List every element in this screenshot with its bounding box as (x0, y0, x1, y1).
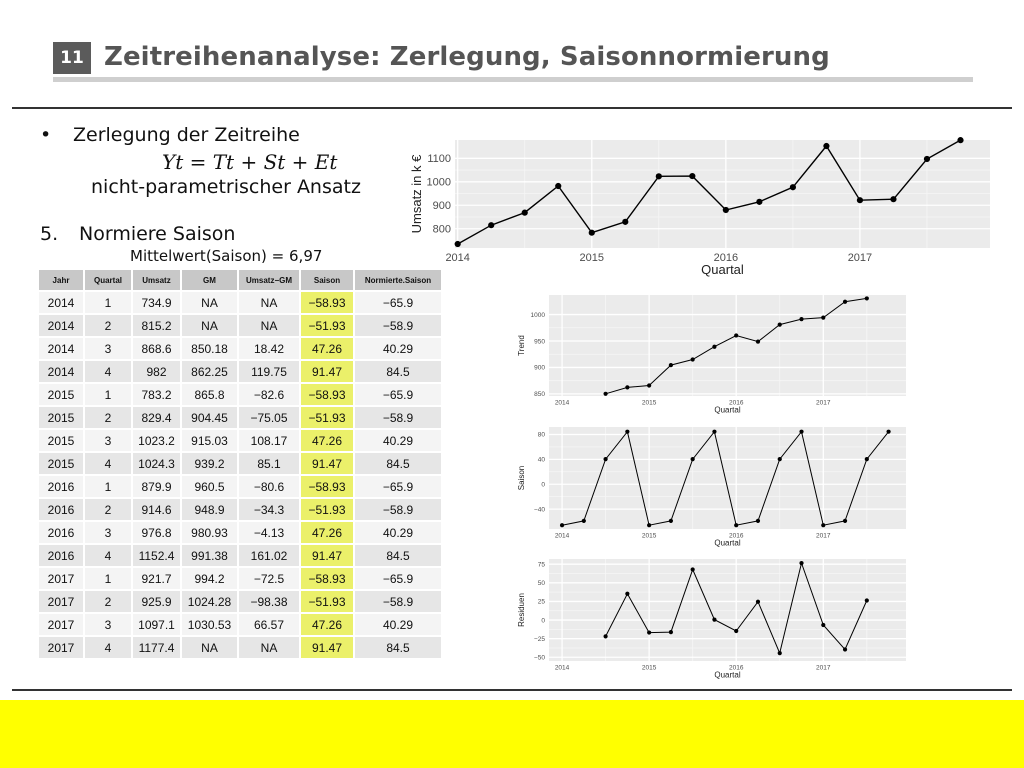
x-tick-label: 2015 (641, 664, 657, 672)
y-tick-label: 40 (537, 456, 545, 464)
slide-number: 11 (53, 42, 91, 74)
chart-residuen (512, 557, 912, 685)
table-cell: 879.9 (132, 475, 181, 498)
table-row (38, 314, 442, 337)
data-point (589, 230, 595, 236)
table-row (38, 636, 442, 659)
table-row (38, 337, 442, 360)
data-point (823, 143, 829, 149)
y-tick-label: 0 (541, 617, 545, 625)
table-cell: 161.02 (238, 544, 300, 567)
table-header-cell: Quartal (84, 269, 132, 291)
data-point (603, 457, 607, 461)
data-point (821, 623, 825, 627)
x-tick-label: 2014 (445, 252, 470, 264)
table-cell: 1024.28 (181, 590, 238, 613)
table-cell: 40.29 (354, 337, 442, 360)
data-point (734, 629, 738, 633)
table-cell: −58.9 (354, 314, 442, 337)
saison-cell: 47.26 (300, 613, 354, 636)
x-tick-label: 2015 (579, 252, 605, 264)
table-cell: 2014 (38, 337, 84, 360)
table-cell: 1177.4 (132, 636, 181, 659)
data-point (647, 630, 651, 634)
saison-cell: −58.93 (300, 567, 354, 590)
y-tick-label: 75 (537, 561, 545, 569)
bottom-divider (12, 689, 1012, 691)
table-header-row (38, 269, 442, 291)
data-point (455, 241, 461, 247)
data-point (712, 345, 716, 349)
y-tick-label: −50 (533, 654, 545, 662)
footer-band (0, 700, 1024, 768)
table-cell: 960.5 (181, 475, 238, 498)
table-cell: 1 (84, 291, 132, 314)
table-cell: −58.9 (354, 406, 442, 429)
data-point (778, 323, 782, 327)
table-cell: 1023.2 (132, 429, 181, 452)
y-tick-label: 50 (537, 580, 545, 588)
table-cell: NA (181, 291, 238, 314)
table-cell: 980.93 (181, 521, 238, 544)
table-cell: 40.29 (354, 613, 442, 636)
y-axis-title: Trend (517, 335, 526, 356)
table-cell: NA (181, 314, 238, 337)
x-tick-label: 2016 (728, 664, 744, 672)
saison-cell: 47.26 (300, 337, 354, 360)
table-cell: 1152.4 (132, 544, 181, 567)
x-axis-title: Quartal (714, 538, 741, 548)
table-cell: 915.03 (181, 429, 238, 452)
table-body (38, 291, 442, 659)
plot-panel (549, 559, 906, 661)
data-point (799, 317, 803, 321)
y-axis-title: Saison (517, 465, 526, 491)
table-cell: −65.9 (354, 291, 442, 314)
x-tick-label: 2016 (713, 252, 739, 264)
table-header-cell: Umsatz (132, 269, 181, 291)
data-point (555, 183, 561, 189)
table-header-cell: Jahr (38, 269, 84, 291)
table-cell: 921.7 (132, 567, 181, 590)
y-tick-label: 900 (432, 200, 451, 213)
table-cell: 2017 (38, 613, 84, 636)
data-point (691, 457, 695, 461)
top-divider (12, 107, 1012, 109)
data-point (734, 333, 738, 337)
table-cell: 734.9 (132, 291, 181, 314)
chart-saison (512, 425, 912, 553)
data-point (603, 634, 607, 638)
table-cell: 3 (84, 429, 132, 452)
data-point (756, 519, 760, 523)
table-cell: 3 (84, 337, 132, 360)
x-tick-label: 2015 (641, 532, 657, 540)
table-cell: 40.29 (354, 521, 442, 544)
data-point (689, 173, 695, 179)
slide-title: Zeitreihenanalyse: Zerlegung, Saisonnormierung (104, 42, 830, 72)
plot-panel (455, 140, 990, 248)
data-point (778, 651, 782, 655)
table-row (38, 590, 442, 613)
y-tick-label: 850 (534, 391, 545, 399)
table-cell: 829.4 (132, 406, 181, 429)
table-row (38, 613, 442, 636)
data-point (843, 647, 847, 651)
data-point (790, 184, 796, 190)
table-cell: 4 (84, 636, 132, 659)
y-tick-label: −40 (533, 506, 545, 514)
data-point (778, 457, 782, 461)
data-point (647, 523, 651, 527)
mean-text: Mittelwert(Saison) = 6,97 (130, 247, 323, 265)
x-axis-title: Quartal (714, 670, 741, 680)
table-header-cell: Normierte.Saison (354, 269, 442, 291)
table-cell: 4 (84, 544, 132, 567)
table-cell: NA (238, 314, 300, 337)
table-cell: 991.38 (181, 544, 238, 567)
table-cell: 84.5 (354, 636, 442, 659)
table-cell: 2016 (38, 544, 84, 567)
table-cell: 2015 (38, 406, 84, 429)
table-header-cell: GM (181, 269, 238, 291)
data-point (625, 592, 629, 596)
table-cell: 1 (84, 383, 132, 406)
table-cell: 994.2 (181, 567, 238, 590)
data-point (723, 207, 729, 213)
table-cell: 865.8 (181, 383, 238, 406)
table-cell: −58.9 (354, 590, 442, 613)
data-point (865, 598, 869, 602)
table-cell: 40.29 (354, 429, 442, 452)
data-point (957, 137, 963, 143)
y-axis-title: Umsatz in k € (409, 154, 424, 234)
table-row (38, 429, 442, 452)
x-axis-title: Quartal (701, 262, 744, 277)
step-number: 5. (40, 223, 59, 245)
data-point (669, 630, 673, 634)
y-tick-label: 1000 (530, 311, 545, 319)
table-row (38, 452, 442, 475)
data-point (843, 519, 847, 523)
data-point (799, 430, 803, 434)
table-cell: 914.6 (132, 498, 181, 521)
table-row (38, 567, 442, 590)
table-cell: 925.9 (132, 590, 181, 613)
y-axis-title: Residuen (517, 593, 526, 627)
table-cell: 1030.53 (181, 613, 238, 636)
data-point (691, 567, 695, 571)
saison-cell: −51.93 (300, 498, 354, 521)
table-cell: 2016 (38, 521, 84, 544)
saison-cell: 91.47 (300, 636, 354, 659)
x-tick-label: 2017 (847, 252, 873, 264)
data-point (622, 219, 628, 225)
x-tick-label: 2016 (728, 399, 744, 407)
data-point (522, 210, 528, 216)
data-point (843, 300, 847, 304)
table-cell: 84.5 (354, 544, 442, 567)
data-point (488, 222, 494, 228)
data-point (865, 296, 869, 300)
chart-trend (512, 292, 912, 422)
table-cell: 2016 (38, 475, 84, 498)
table-cell: −4.13 (238, 521, 300, 544)
y-tick-label: 1000 (426, 176, 451, 189)
y-tick-label: 0 (541, 481, 545, 489)
table-cell: 982 (132, 360, 181, 383)
saison-cell: −58.93 (300, 383, 354, 406)
table-cell: 948.9 (181, 498, 238, 521)
data-point (647, 383, 651, 387)
saison-cell: 91.47 (300, 544, 354, 567)
data-point (756, 339, 760, 343)
saison-cell: −51.93 (300, 314, 354, 337)
table-cell: 119.75 (238, 360, 300, 383)
x-tick-label: 2014 (554, 399, 570, 407)
table-cell: −58.9 (354, 498, 442, 521)
table-cell: 939.2 (181, 452, 238, 475)
data-point (625, 385, 629, 389)
table-row (38, 475, 442, 498)
table-cell: 2015 (38, 383, 84, 406)
table-row (38, 291, 442, 314)
saison-cell: −58.93 (300, 475, 354, 498)
x-tick-label: 2014 (554, 664, 570, 672)
table-cell: 2 (84, 406, 132, 429)
x-axis-title: Quartal (714, 405, 741, 415)
table-cell: 2017 (38, 567, 84, 590)
table-cell: 18.42 (238, 337, 300, 360)
data-table (37, 268, 443, 660)
x-tick-label: 2014 (554, 532, 570, 540)
saison-cell: −51.93 (300, 590, 354, 613)
data-point (712, 430, 716, 434)
bullet-text: Zerlegung der Zeitreihe (73, 124, 300, 146)
table-cell: 4 (84, 452, 132, 475)
table-cell: 2017 (38, 590, 84, 613)
table-cell: NA (238, 636, 300, 659)
saison-cell: 91.47 (300, 452, 354, 475)
y-tick-label: 25 (537, 598, 545, 606)
table-row (38, 383, 442, 406)
data-point (890, 196, 896, 202)
step-text: Normiere Saison (79, 223, 236, 245)
table-header-cell: Umsatz−GM (238, 269, 300, 291)
data-point (756, 600, 760, 604)
table-cell: 862.25 (181, 360, 238, 383)
y-tick-label: 80 (537, 431, 545, 439)
title-underline (53, 77, 973, 82)
table-cell: 2 (84, 314, 132, 337)
data-point (603, 392, 607, 396)
data-point (821, 523, 825, 527)
table-cell: −65.9 (354, 475, 442, 498)
table-cell: 1024.3 (132, 452, 181, 475)
chart-umsatz (405, 138, 995, 283)
table-cell: 3 (84, 521, 132, 544)
table-cell: 2015 (38, 429, 84, 452)
x-tick-label: 2017 (816, 399, 831, 407)
table-cell: 1 (84, 475, 132, 498)
saison-cell: −51.93 (300, 406, 354, 429)
table-cell: 2 (84, 498, 132, 521)
table-cell: 3 (84, 613, 132, 636)
data-point (669, 363, 673, 367)
table-cell: −34.3 (238, 498, 300, 521)
data-point (756, 199, 762, 205)
table-cell: 2014 (38, 360, 84, 383)
bullet-marker: • (40, 124, 52, 146)
table-cell: 85.1 (238, 452, 300, 475)
table-cell: 108.17 (238, 429, 300, 452)
table-cell: −65.9 (354, 383, 442, 406)
table-cell: −75.05 (238, 406, 300, 429)
data-point (669, 519, 673, 523)
table-row (38, 544, 442, 567)
table-row (38, 521, 442, 544)
approach-text: nicht-parametrischer Ansatz (91, 176, 361, 198)
x-tick-label: 2017 (816, 664, 831, 672)
x-tick-label: 2015 (641, 399, 657, 407)
table-row (38, 498, 442, 521)
table-cell: 1 (84, 567, 132, 590)
table-cell: 2017 (38, 636, 84, 659)
table-cell: 850.18 (181, 337, 238, 360)
y-tick-label: 800 (432, 223, 451, 236)
y-tick-label: 950 (534, 338, 545, 346)
data-point (924, 156, 930, 162)
data-point (799, 561, 803, 565)
table-cell: NA (181, 636, 238, 659)
data-point (734, 523, 738, 527)
data-point (582, 519, 586, 523)
table-row (38, 360, 442, 383)
table-cell: 904.45 (181, 406, 238, 429)
table-cell: 84.5 (354, 360, 442, 383)
table-cell: 815.2 (132, 314, 181, 337)
data-point (886, 430, 890, 434)
table-cell: −80.6 (238, 475, 300, 498)
data-point (656, 173, 662, 179)
decomposition-formula: Yt = Tt + St + Et (162, 150, 338, 174)
data-point (712, 618, 716, 622)
table-cell: 783.2 (132, 383, 181, 406)
table-cell: 2014 (38, 314, 84, 337)
data-point (865, 457, 869, 461)
x-tick-label: 2017 (816, 532, 831, 540)
plot-panel (549, 427, 906, 529)
y-tick-label: 1100 (427, 153, 451, 166)
saison-cell: 91.47 (300, 360, 354, 383)
table-cell: NA (238, 291, 300, 314)
table-cell: −72.5 (238, 567, 300, 590)
table-cell: 2016 (38, 498, 84, 521)
saison-cell: 47.26 (300, 429, 354, 452)
table-cell: −98.38 (238, 590, 300, 613)
table-cell: 2015 (38, 452, 84, 475)
y-tick-label: 900 (534, 364, 545, 372)
saison-cell: −58.93 (300, 291, 354, 314)
table-cell: 4 (84, 360, 132, 383)
table-cell: −65.9 (354, 567, 442, 590)
table-cell: 1097.1 (132, 613, 181, 636)
table-cell: −82.6 (238, 383, 300, 406)
table-header-cell: Saison (300, 269, 354, 291)
table-row (38, 406, 442, 429)
table-cell: 868.6 (132, 337, 181, 360)
table-cell: 84.5 (354, 452, 442, 475)
data-point (625, 430, 629, 434)
table-cell: 2014 (38, 291, 84, 314)
saison-cell: 47.26 (300, 521, 354, 544)
x-tick-label: 2016 (728, 532, 744, 540)
y-tick-label: −25 (533, 635, 545, 643)
data-point (857, 197, 863, 203)
data-point (560, 523, 564, 527)
data-point (691, 357, 695, 361)
data-point (821, 316, 825, 320)
table-cell: 66.57 (238, 613, 300, 636)
table-cell: 2 (84, 590, 132, 613)
table-cell: 976.8 (132, 521, 181, 544)
